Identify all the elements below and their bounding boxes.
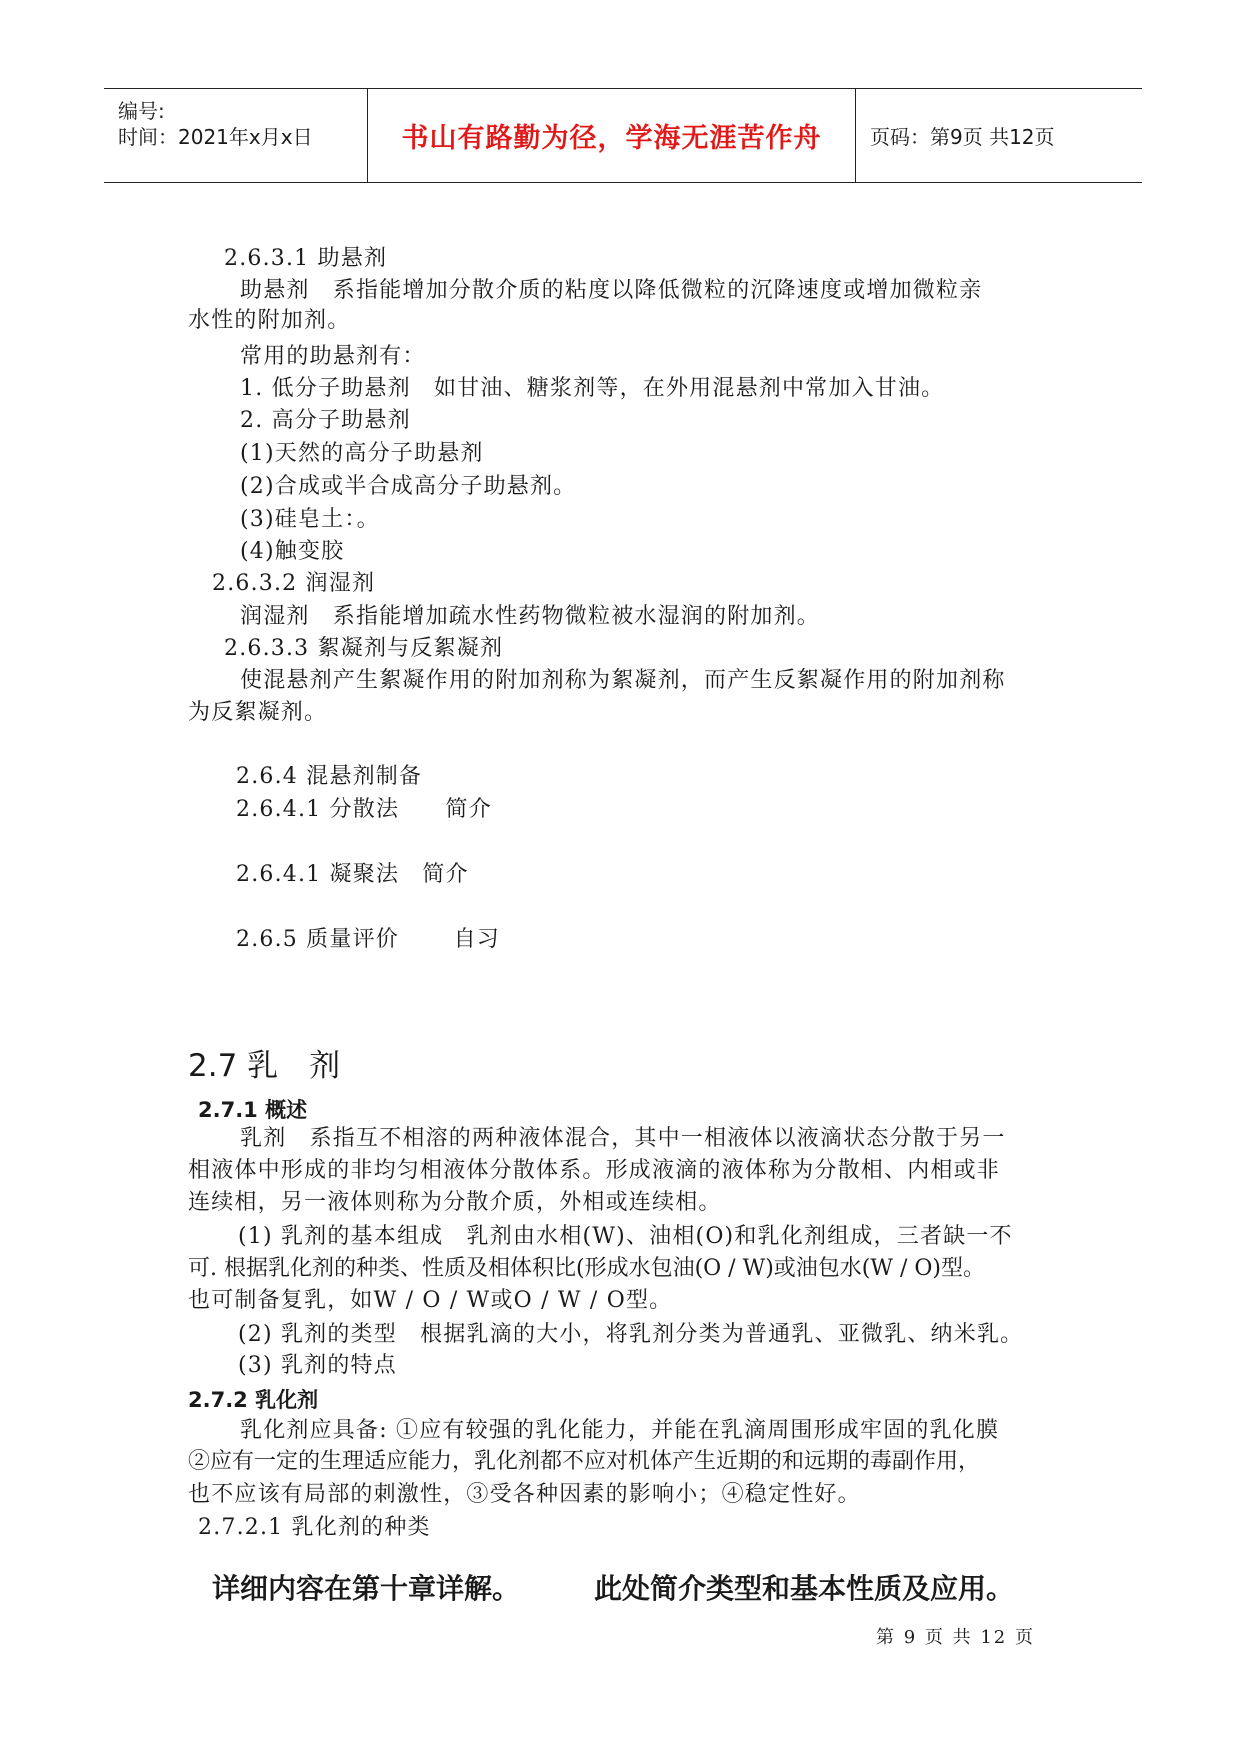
section-title-2-7: 2.7 乳 剂 <box>188 1048 341 1084</box>
header-left-cell <box>104 89 368 182</box>
heading-2-7-2: 2.7.2 乳化剂 <box>188 1388 319 1412</box>
paragraph-line: ②应有一定的生理适应能力，乳化剂都不应对机体产生近期的和远期的毒副作用， <box>188 1449 981 1474</box>
paragraph-line: 助悬剂 系指能增加分散介质的粘度以降低微粒的沉降速度或增加微粒亲 <box>240 278 983 303</box>
paragraph-line: 乳化剂应具备: ①应有较强的乳化能力，并能在乳滴周围形成牢固的乳化膜 <box>240 1418 1000 1443</box>
header-motto-cell <box>368 89 856 182</box>
list-item: (2)合成或半合成高分子助悬剂。 <box>240 474 577 499</box>
heading-2-6-4: 2.6.4 混悬剂制备 <box>236 764 423 789</box>
paragraph-line: 润湿剂 系指能增加疏水性药物微粒被水湿润的附加剂。 <box>240 604 821 629</box>
heading-2-6-3-3: 2.6.3.3 絮凝剂与反絮凝剂 <box>224 636 504 661</box>
paragraph-line: 连续相，另一液体则称为分散介质，外相或连续相。 <box>188 1190 722 1215</box>
list-item: 2. 高分子助悬剂 <box>240 408 411 433</box>
heading-2-6-5: 2.6.5 质量评价 自习 <box>236 927 500 952</box>
list-item: 1. 低分子助悬剂 如甘油、糖浆剂等，在外用混悬剂中常加入甘油。 <box>240 376 945 401</box>
header-table <box>104 88 1142 183</box>
heading-2-6-3-1: 2.6.3.1 助悬剂 <box>224 246 388 271</box>
paragraph-line: (1) 乳剂的基本组成 乳剂由水相(W)、油相(O)和乳化剂组成，三者缺一不 <box>238 1224 1013 1249</box>
note-brief: 此处简介类型和基本性质及应用。 <box>594 1572 1015 1605</box>
paragraph-line: (3) 乳剂的特点 <box>238 1353 397 1378</box>
list-item: (1)天然的高分子助悬剂 <box>240 441 484 466</box>
heading-2-6-3-2: 2.6.3.2 润湿剂 <box>212 571 376 596</box>
heading-2-6-4-1: 2.6.4.1 分散法 简介 <box>236 797 492 822</box>
paragraph-line: 常用的助悬剂有： <box>240 344 426 369</box>
paragraph-line: 水性的附加剂。 <box>188 308 351 333</box>
header-page-info: 页码：第9页 共12页 <box>870 125 1055 149</box>
page-footer: 第 9 页 共 12 页 <box>876 1627 1035 1648</box>
paragraph-line: 乳剂 系指互不相溶的两种液体混合，其中一相液体以液滴状态分散于另一 <box>240 1126 1006 1151</box>
heading-2-6-4-1-b: 2.6.4.1 凝聚法 简介 <box>236 862 469 887</box>
note-detail: 详细内容在第十章详解。 <box>212 1572 521 1605</box>
paragraph-line: 使混悬剂产生絮凝作用的附加剂称为絮凝剂，而产生反絮凝作用的附加剂称 <box>240 668 1006 693</box>
paragraph-line: 为反絮凝剂。 <box>188 700 328 725</box>
paragraph-line: 可. 根据乳化剂的种类、性质及相体积比(形成水包油(O / W)或油包水(W / O)型。 <box>188 1256 985 1281</box>
paragraph-line: 相液体中形成的非均匀相液体分散体系。形成液滴的液体称为分散相、内相或非 <box>188 1158 1001 1183</box>
list-item: (3)硅皂土：。 <box>240 507 380 532</box>
list-item: (4)触变胶 <box>240 539 345 564</box>
heading-2-7-1: 2.7.1 概述 <box>198 1098 308 1122</box>
header-motto: 书山有路勤为径，学海无涯苦作舟 <box>401 123 822 154</box>
paragraph-line: 也可制备复乳，如W / O / W或O / W / O型。 <box>188 1288 673 1313</box>
document-time-label: 时间：2021年x月x日 <box>118 125 313 149</box>
document-number-label: 编号: <box>118 99 165 123</box>
paragraph-line: 也不应该有局部的刺激性，③受各种因素的影响小；④稳定性好。 <box>188 1482 861 1507</box>
heading-2-7-2-1: 2.7.2.1 乳化剂的种类 <box>198 1515 431 1540</box>
paragraph-line: (2) 乳剂的类型 根据乳滴的大小，将乳剂分类为普通乳、亚微乳、纳米乳。 <box>238 1322 1024 1347</box>
header-page-cell <box>856 89 1142 182</box>
